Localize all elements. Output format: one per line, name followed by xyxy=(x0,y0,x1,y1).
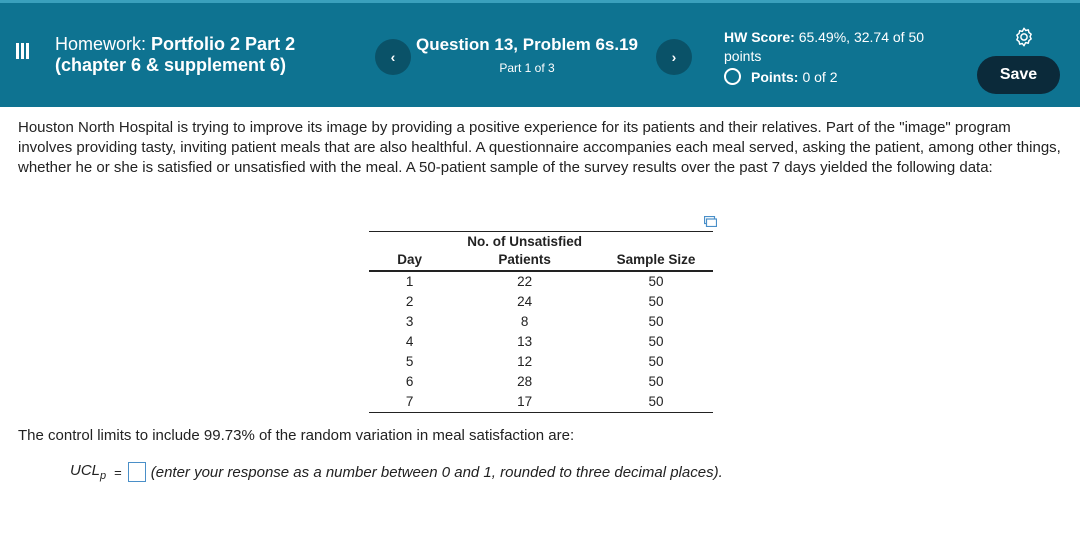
next-question-button[interactable] xyxy=(656,39,692,75)
table-row xyxy=(369,352,713,372)
header-unsatisfied xyxy=(450,232,599,272)
cell-sample-size: 50 xyxy=(648,274,664,289)
table-row xyxy=(369,312,713,332)
control-limits-prompt: The control limits to include 99.73% of the random variation in meal satisfaction are: xyxy=(18,427,575,444)
homework-title xyxy=(55,34,295,76)
previous-question-button[interactable] xyxy=(375,39,411,75)
header-unsatisfied-line1: No. of Unsatisfied xyxy=(467,234,583,249)
hw-score-value-line2: points xyxy=(724,48,762,64)
cell-unsatisfied: 28 xyxy=(517,374,533,389)
ucl-subscript: p xyxy=(100,470,107,482)
table-row xyxy=(369,271,713,292)
part-label: Part 1 of 3 xyxy=(499,61,555,75)
gear-icon[interactable] xyxy=(1013,26,1035,48)
cell-sample-size: 50 xyxy=(648,374,664,389)
cell-day: 5 xyxy=(405,354,414,369)
cell-day: 2 xyxy=(405,294,414,309)
cell-sample-size: 50 xyxy=(648,354,664,369)
chevron-left-icon: ‹ xyxy=(390,49,396,65)
hw-score xyxy=(724,28,954,66)
cell-unsatisfied: 13 xyxy=(517,334,533,349)
cell-day: 6 xyxy=(405,374,414,389)
points-status xyxy=(724,68,837,85)
cell-sample-size: 50 xyxy=(648,314,664,329)
ucl-label-text: UCL xyxy=(70,462,101,479)
hw-score-label: HW Score: xyxy=(724,29,795,45)
cell-sample-size: 50 xyxy=(599,392,713,413)
cell-day: 4 xyxy=(405,334,414,349)
points-value: 0 of 2 xyxy=(802,68,838,85)
cell-day: 1 xyxy=(405,274,414,289)
problem-statement: Houston North Hospital is trying to improve its image by providing a positive experience for its patients and their relatives. Part of the "image" program involves providing tasty, inviting patient meals that are also healthful. A questionnaire accompanies each meal served, asking the patient, among other things, whether he or she is satisfied or unsatisfied with the meal. A 50-patient sample of the survey results over the past 7 days yielded the following data: xyxy=(18,119,1061,176)
menu-icon[interactable] xyxy=(14,43,32,61)
table-row xyxy=(369,332,713,352)
table-row xyxy=(369,392,713,413)
cell-unsatisfied: 17 xyxy=(450,392,599,413)
ucl-instruction: (enter your response as a number between 0 and 1, rounded to three decimal places). xyxy=(150,463,723,481)
header-bar xyxy=(0,0,1080,107)
ucl-label xyxy=(70,462,106,482)
table-header-row xyxy=(369,232,713,272)
cell-unsatisfied: 12 xyxy=(517,354,533,369)
cell-sample-size: 50 xyxy=(648,334,664,349)
question-title: Question 13, Problem 6s.19 xyxy=(415,35,639,54)
data-table xyxy=(369,231,713,413)
points-label: Points: xyxy=(751,68,799,85)
radio-icon xyxy=(724,68,741,85)
cell-sample-size: 50 xyxy=(648,294,664,309)
save-button[interactable]: Save xyxy=(977,56,1060,94)
homework-name-line2: (chapter 6 & supplement 6) xyxy=(55,55,287,75)
header-day: Day xyxy=(397,252,423,267)
equals-sign: = xyxy=(114,464,122,480)
ucl-answer-row xyxy=(70,462,723,482)
cell-day: 3 xyxy=(405,314,414,329)
cell-day: 7 xyxy=(369,392,450,413)
homework-prefix: Homework: xyxy=(55,34,147,54)
homework-name: Portfolio 2 Part 2 xyxy=(151,34,296,54)
question-title-block xyxy=(410,35,644,75)
cell-unsatisfied: 24 xyxy=(517,294,533,309)
copy-table-icon[interactable] xyxy=(704,216,717,227)
hw-score-value: 65.49%, 32.74 of 50 xyxy=(798,29,925,45)
header-unsatisfied-line2: Patients xyxy=(498,252,551,267)
cell-unsatisfied: 8 xyxy=(520,314,529,329)
chevron-right-icon: › xyxy=(671,49,677,65)
ucl-answer-input[interactable] xyxy=(128,462,146,482)
cell-unsatisfied: 22 xyxy=(517,274,533,289)
table-row xyxy=(369,292,713,312)
header-sample-size: Sample Size xyxy=(616,252,696,267)
table-row xyxy=(369,372,713,392)
